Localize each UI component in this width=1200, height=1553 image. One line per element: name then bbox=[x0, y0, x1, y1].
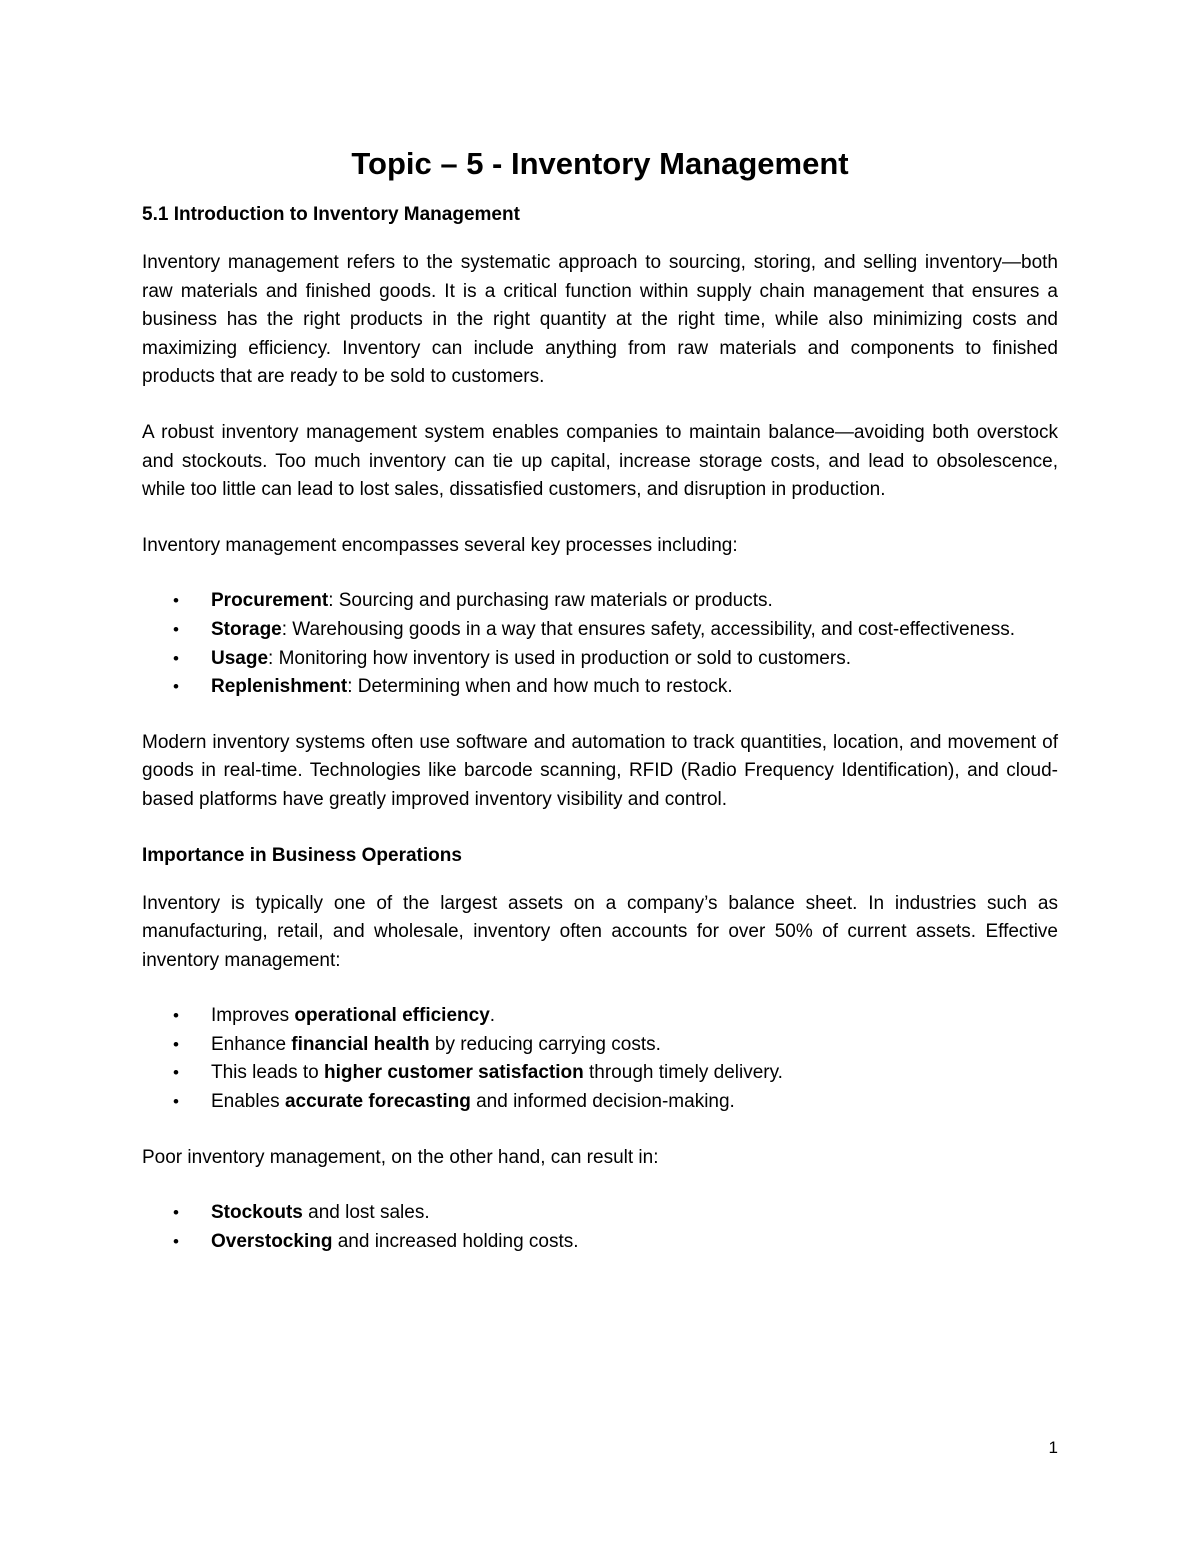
benefit-suffix: through timely delivery. bbox=[583, 1062, 783, 1084]
process-term: Usage bbox=[211, 647, 269, 669]
importance-paragraph-1: Inventory is typically one of the largest assets on a company’s balance sheet. In industries such as manufacturing, retail, and wholesale, inventory often accounts for over 50% of current assets. Effective inventory management: bbox=[142, 892, 1058, 971]
list-item bbox=[142, 1059, 1058, 1088]
bullet-icon: • bbox=[173, 619, 179, 639]
intro-paragraph-3: Inventory management encompasses several key processes including: bbox=[142, 534, 738, 556]
process-term: Storage bbox=[211, 618, 282, 640]
bullet-icon: • bbox=[173, 677, 179, 697]
list-item bbox=[142, 645, 1058, 674]
risks-list bbox=[142, 1199, 1058, 1256]
page-title: Topic – 5 - Inventory Management bbox=[351, 146, 849, 181]
risk-description: and lost sales. bbox=[302, 1202, 430, 1224]
bullet-icon: • bbox=[173, 1034, 179, 1054]
page-number: 1 bbox=[1048, 1438, 1058, 1457]
intro-paragraph-1: Inventory management refers to the systematic approach to sourcing, storing, and selling inventory—both raw materials and finished goods. It is a critical function within supply chain management that ensures a business has the right products in the right quantity at the right time, while also minimizing costs and maximizing efficiency. Inventory can include anything from raw materials and components to finished products that are ready to be sold to customers. bbox=[142, 252, 1058, 388]
benefit-prefix: Improves bbox=[211, 1005, 295, 1027]
benefit-prefix: This leads to bbox=[211, 1062, 324, 1084]
benefit-term: accurate forecasting bbox=[284, 1091, 471, 1113]
list-item bbox=[142, 1199, 1058, 1228]
importance-paragraph-2: Poor inventory management, on the other hand, can result in: bbox=[142, 1146, 659, 1168]
bullet-icon: • bbox=[173, 1203, 179, 1223]
list-item bbox=[142, 587, 1058, 616]
benefits-list bbox=[142, 1002, 1058, 1116]
list-item bbox=[142, 616, 1058, 645]
process-description: : Determining when and how much to restock. bbox=[347, 676, 733, 698]
list-item bbox=[142, 673, 1058, 702]
page-content bbox=[142, 143, 1058, 1283]
intro-paragraph-4: Modern inventory systems often use software and automation to track quantities, location, and movement of goods in real-time. Technologies like barcode scanning, RFID (Radio Frequency Identification), and cloud-based platforms have greatly improved inventory visibility and control. bbox=[142, 731, 1058, 810]
process-description: : Monitoring how inventory is used in production or sold to customers. bbox=[268, 647, 851, 669]
bullet-icon: • bbox=[173, 1092, 179, 1112]
benefit-suffix: . bbox=[489, 1005, 496, 1027]
section-heading-importance: Importance in Business Operations bbox=[142, 844, 462, 866]
processes-list bbox=[142, 587, 1058, 701]
benefit-suffix: and informed decision-making. bbox=[470, 1091, 735, 1113]
process-term: Procurement bbox=[211, 590, 329, 612]
benefit-suffix: by reducing carrying costs. bbox=[429, 1033, 661, 1055]
bullet-icon: • bbox=[173, 1063, 179, 1083]
benefit-term: operational efficiency bbox=[294, 1005, 490, 1027]
section-heading-introduction: 5.1 Introduction to Inventory Management bbox=[142, 204, 520, 225]
list-item bbox=[142, 1228, 1058, 1257]
intro-paragraph-2: A robust inventory management system enables companies to maintain balance—avoiding both overstock and stockouts. Too much inventory can tie up capital, increase storage costs, and lead to obsolescence, while too little can lead to lost sales, dissatisfied customers, and disruption in production. bbox=[142, 421, 1058, 501]
bullet-icon: • bbox=[173, 648, 179, 668]
bullet-icon: • bbox=[173, 1231, 179, 1251]
benefit-term: financial health bbox=[291, 1033, 430, 1055]
bullet-icon: • bbox=[173, 1006, 179, 1026]
benefit-prefix: Enables bbox=[211, 1091, 285, 1113]
benefit-term: higher customer satisfaction bbox=[324, 1062, 584, 1084]
list-item bbox=[142, 1088, 1058, 1117]
list-item bbox=[142, 1031, 1058, 1060]
bullet-icon: • bbox=[173, 591, 179, 611]
list-item bbox=[142, 1002, 1058, 1031]
process-term: Replenishment bbox=[211, 676, 348, 698]
risk-term: Overstocking bbox=[211, 1230, 333, 1252]
process-description: : Sourcing and purchasing raw materials or products. bbox=[328, 590, 773, 612]
risk-term: Stockouts bbox=[211, 1202, 303, 1224]
risk-description: and increased holding costs. bbox=[332, 1230, 579, 1252]
process-description: : Warehousing goods in a way that ensures safety, accessibility, and cost-effectiveness. bbox=[281, 618, 1016, 640]
benefit-prefix: Enhance bbox=[211, 1033, 292, 1055]
